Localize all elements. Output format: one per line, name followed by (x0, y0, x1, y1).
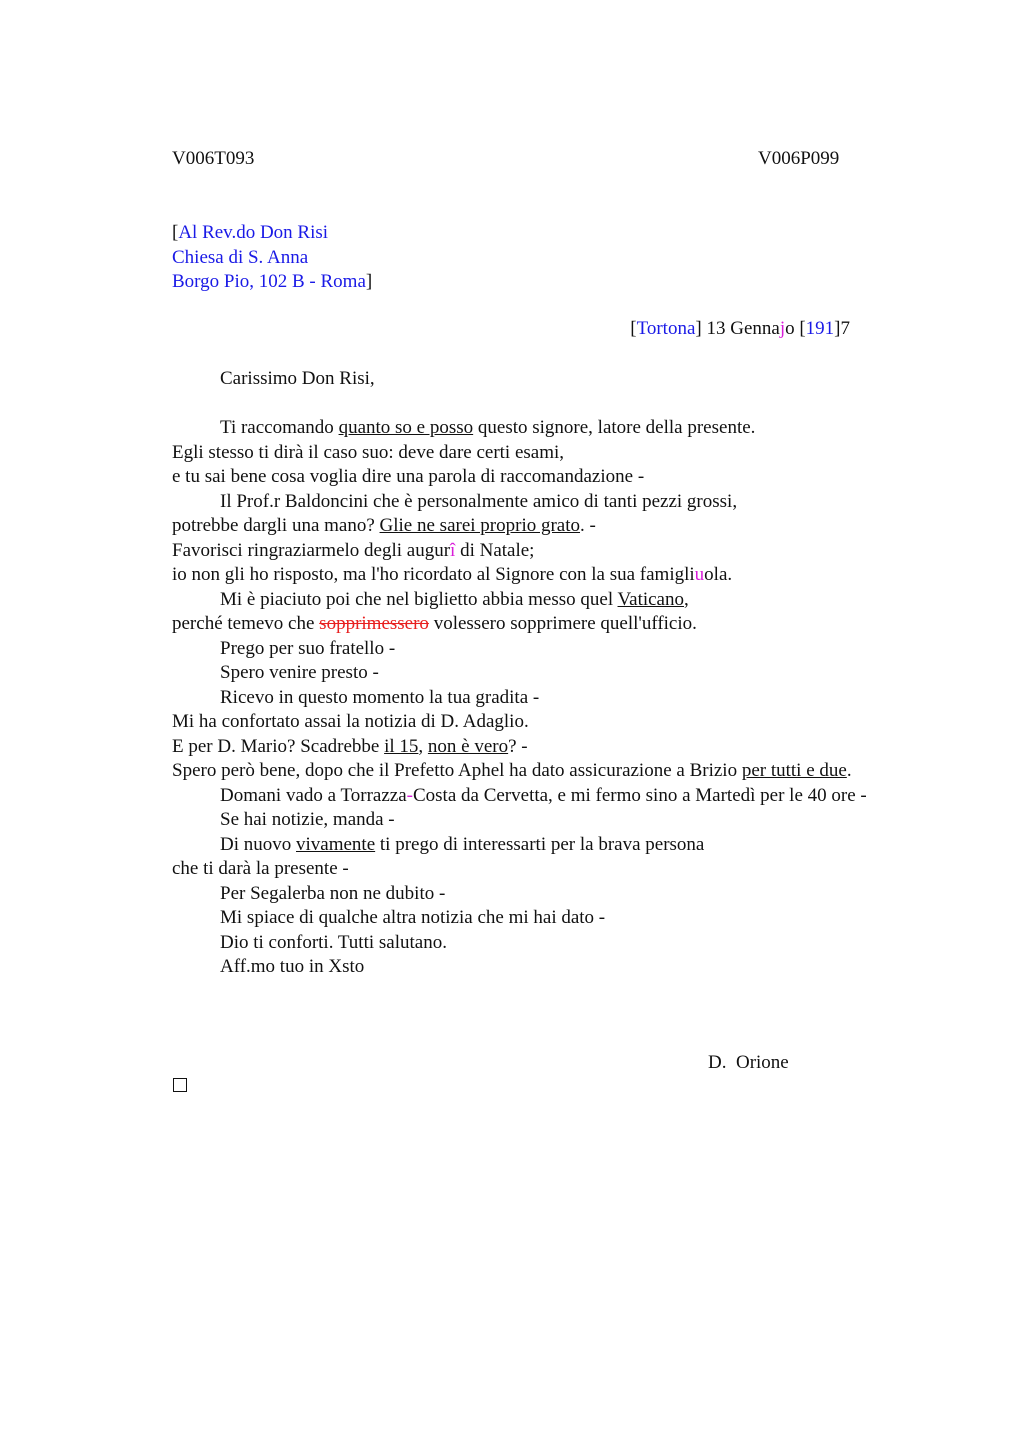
body-line: Il Prof.r Baldoncini che è personalmente amico di tanti pezzi grossi, (220, 490, 738, 512)
volume-text-reference: V006T093 (172, 148, 255, 169)
body-line: e tu sai bene cosa voglia dire una parola di raccomandazione - (172, 466, 645, 487)
date-place: Tortona (636, 318, 696, 339)
end-marker-square-icon (173, 1078, 187, 1092)
body-line: Ti raccomando quanto so e posso questo signore, latore della presente. (220, 417, 756, 438)
body-line: io non gli ho risposto, ma l'ho ricordato al Signore con la sua famigliuola. (172, 564, 733, 585)
blank-line (172, 392, 884, 417)
body-line: Favorisci ringraziarmelo degli augurî di Natale; (172, 539, 535, 561)
body-line: Dio ti conforti. Tutti salutano. (220, 931, 447, 953)
body-line: Domani vado a Torrazza-Costa da Cervetta, e mi fermo sino a Martedì per le 40 ore - (220, 784, 867, 806)
body-line: potrebbe dargli una mano? Glie ne sarei proprio grato. - (172, 515, 596, 536)
body-line: Mi è piaciuto poi che nel biglietto abbia messo quel Vaticano, (220, 588, 689, 610)
letter-date: [Tortona] 13 Gennajo [191]7 (630, 318, 850, 339)
body-line: perché temevo che sopprimessero volessero sopprimere quell'ufficio. (172, 613, 697, 634)
body-line: Egli stesso ti dirà il caso suo: deve dare certi esami, (172, 441, 565, 463)
body-line: Mi ha confortato assai la notizia di D. Adaglio. (172, 711, 529, 732)
signature: D. Orione (708, 1052, 789, 1073)
body-line: Spero venire presto - (220, 662, 379, 683)
volume-page-reference: V006P099 (758, 148, 840, 169)
closing: Aff.mo tuo in Xsto (220, 956, 365, 977)
salutation: Carissimo Don Risi, (220, 368, 375, 389)
body-line: Per Segalerba non ne dubito - (220, 882, 446, 904)
address-block (172, 221, 372, 295)
body-line: Spero però bene, dopo che il Prefetto Aphel ha dato assicurazione a Brizio per tutti e due. (172, 760, 852, 781)
body-line: Ricevo in questo momento la tua gradita - (220, 686, 540, 708)
deleted-word: sopprimessero (319, 613, 429, 634)
address-line-1: [Al Rev.do Don Risi (172, 222, 329, 243)
body-line: E per D. Mario? Scadrebbe il 15, non è vero? - (172, 735, 528, 757)
body-line: Prego per suo fratello - (220, 637, 396, 659)
body-line: che ti darà la presente - (172, 858, 349, 879)
address-line-3: Borgo Pio, 102 B - Roma] (172, 271, 373, 292)
body-line: Mi spiace di qualche altra notizia che mi hai dato - (220, 907, 606, 928)
address-line-2: Chiesa di S. Anna (172, 246, 309, 268)
letter-body (172, 367, 884, 980)
body-line: Se hai notizie, manda - (220, 809, 395, 830)
body-line: Di nuovo vivamente ti prego di interessarti per la brava persona (220, 833, 705, 855)
